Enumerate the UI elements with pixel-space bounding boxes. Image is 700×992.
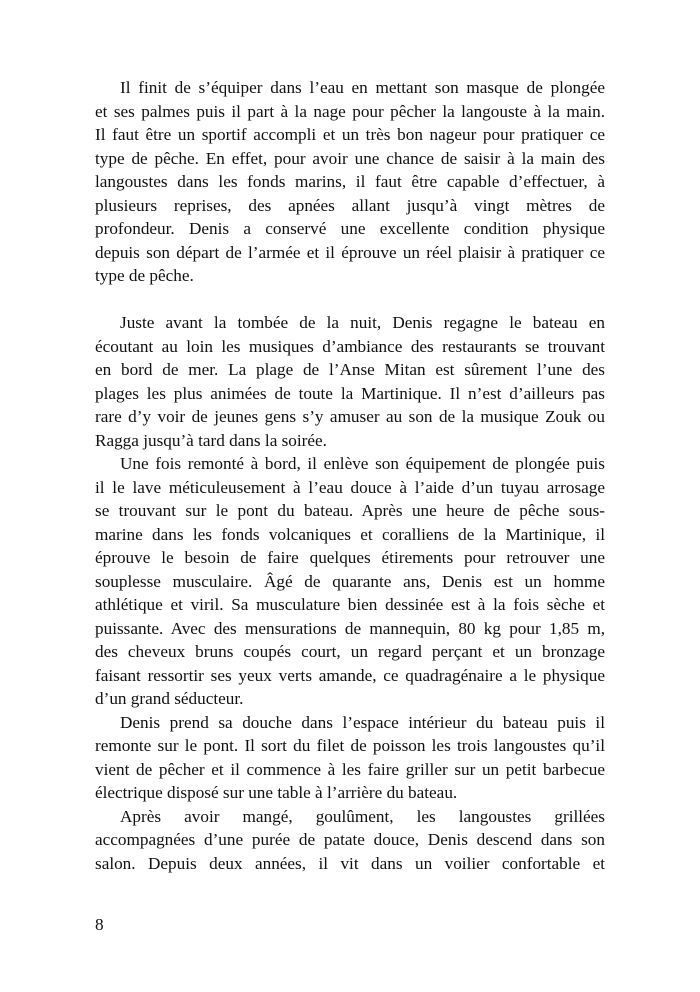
text-line: vient de pêcher et il commence à les faire griller sur un petit barbecue	[95, 759, 605, 779]
body-text	[95, 76, 605, 875]
paragraph	[95, 76, 605, 288]
paragraph	[95, 452, 605, 711]
text-line: salon. Depuis deux années, il vit dans un voilier confortable et	[95, 853, 605, 873]
text-line: langoustes dans les fonds marins, il faut être capable d’effectuer, à	[95, 172, 605, 191]
text-line: écoutant au loin les musiques d’ambiance des restaurants se trouvant	[95, 336, 605, 356]
text-line: profondeur. Denis a conservé une excellente condition physique	[95, 219, 605, 238]
text-line: Il faut être un sportif accompli et un très bon nageur pour pratiquer ce	[95, 125, 605, 144]
text-line: remonte sur le pont. Il sort du filet de poisson les trois langoustes qu’il	[95, 736, 605, 755]
text-line: Après avoir mangé, goulûment, les langoustes grillées	[120, 806, 605, 826]
paragraph	[95, 711, 605, 805]
paragraph	[95, 311, 605, 452]
text-line: faisant ressortir ses yeux verts amande, ce quadragénaire a le physique	[95, 665, 605, 685]
text-line: Il finit de s’équiper dans l’eau en mettant son masque de plongée	[120, 78, 605, 97]
text-line: éprouve le besoin de faire quelques étirements pour retrouver une	[95, 548, 605, 567]
paragraph	[95, 805, 605, 876]
text-line: type de pêche.	[95, 266, 194, 285]
text-line: depuis son départ de l’armée et il éprouve un réel plaisir à pratiquer ce	[95, 242, 605, 262]
text-line: d’un grand séducteur.	[95, 689, 244, 708]
text-line: Une fois remonté à bord, il enlève son équipement de plongée puis	[120, 454, 605, 473]
text-line: marine dans les fonds volcaniques et coralliens de la Martinique, il	[95, 524, 605, 544]
text-line: Ragga jusqu’à tard dans la soirée.	[95, 430, 327, 450]
text-line: se trouvant sur le pont du bateau. Après une heure de pêche sous-	[95, 501, 605, 520]
text-line: plages les plus animées de toute la Martinique. Il n’est d’ailleurs pas	[95, 383, 605, 403]
text-line: souplesse musculaire. Âgé de quarante ans, Denis est un homme	[95, 571, 605, 591]
text-line: électrique disposé sur une table à l’arrière du bateau.	[95, 783, 458, 802]
text-line: Denis prend sa douche dans l’espace intérieur du bateau puis il	[120, 712, 605, 732]
text-line: accompagnées d’une purée de patate douce, Denis descend dans son	[95, 830, 605, 849]
text-line: des cheveux bruns coupés court, un regard perçant et un bronzage	[95, 642, 605, 661]
text-line: puissante. Avec des mensurations de mannequin, 80 kg pour 1,85 m,	[95, 618, 605, 638]
text-line: il le lave méticuleusement à l’eau douce à l’aide d’un tuyau arrosage	[95, 477, 605, 497]
text-line: plusieurs reprises, des apnées allant jusqu’à vingt mètres de	[95, 195, 605, 215]
text-line: Juste avant la tombée de la nuit, Denis regagne le bateau en	[120, 313, 605, 332]
page-number: 8	[95, 915, 104, 934]
text-line: type de pêche. En effet, pour avoir une chance de saisir à la main des	[95, 148, 605, 168]
text-line: rare d’y voir de jeunes gens s’y amuser au son de la musique Zouk ou	[95, 407, 605, 426]
paragraph-gap	[95, 288, 605, 312]
text-line: en bord de mer. La plage de l’Anse Mitan est sûrement l’une des	[95, 360, 605, 379]
text-line: et ses palmes puis il part à la nage pour pêcher la langouste à la main.	[95, 101, 605, 121]
text-line: athlétique et viril. Sa musculature bien dessinée est à la fois sèche et	[95, 595, 605, 614]
